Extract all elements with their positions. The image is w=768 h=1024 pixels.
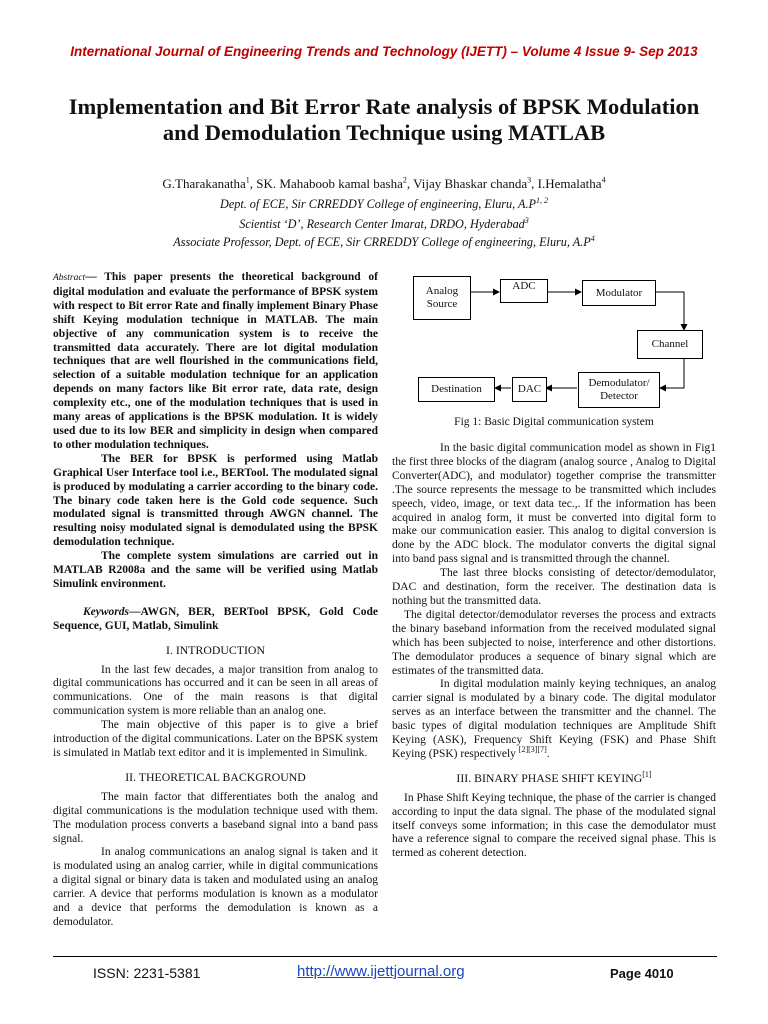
- author-sup: 1: [245, 175, 250, 185]
- block-label: ADC: [512, 280, 536, 292]
- affiliation-text: Scientist ‘D’, Research Center Imarat, DRDO, Hyderabad: [239, 217, 525, 231]
- affiliation-sup: 1, 2: [535, 195, 548, 205]
- body-text: .: [546, 747, 550, 760]
- dac-block: [512, 377, 547, 402]
- citation-ref: [1]: [642, 769, 652, 779]
- abstract-paragraph: The complete system simulations are carried out in MATLAB R2008a and the same will be verified using Matlab Simulink environment.: [53, 550, 378, 590]
- issn-number: ISSN: 2231-5381: [93, 965, 201, 981]
- author-name: , Vijay Bhaskar chanda: [406, 176, 528, 191]
- demodulator-block: [578, 372, 660, 408]
- block-label: Modulator: [595, 286, 643, 299]
- block-label: DAC: [517, 383, 542, 395]
- affiliation-sup: 4: [590, 233, 595, 243]
- journal-url-link[interactable]: http://www.ijettjournal.org: [297, 963, 465, 980]
- adc-block: [500, 279, 548, 303]
- block-label: Analog: [425, 285, 459, 297]
- abstract-paragraph: [53, 271, 378, 453]
- body-paragraph: The last three blocks consisting of detector/demodulator, DAC and destination, form the receiver. The destination data is nothing but the transmitted data.: [392, 567, 716, 607]
- abstract-label: Abstract: [53, 273, 86, 283]
- body-text: In digital modulation mainly keying techniques, an analog carrier signal is modulated by a binary code. The digital modulator serves as an interface between the transmitter and the channel. The basic types of digital modulation techniques are Amplitude Shift Keying (ASK), Frequency Shift Keying (FSK) and Phase Shift Keying (PSK) respectively: [392, 678, 716, 760]
- affiliation-text: Dept. of ECE, Sir CRREDDY College of engineering, Eluru, A.P: [220, 197, 536, 211]
- body-paragraph: In the basic digital communication model as shown in Fig1 the first three blocks of the diagram (analog source , Analog to Digital Converter(ADC), and modulator) together comprise the transmitter .The source represents the message to be transmitted which includes speech, video, image, or text data tec.,. If the information has been acquired in analog form, it must be converted into digital form to make our communication easier. This analog to digital conversion is done by the ADC block. The modulator converts the digital signal into band pass signal and is transmitted through the channel.: [392, 442, 716, 566]
- abstract-paragraph: The BER for BPSK is performed using Matlab Graphical User Interface tool i.e., BERTool. The modulated signal is produced by modulating a carrier according to the binary code. The binary code taken here is the Gold code sequence. Such modulated signal is transmitted through AWGN channel. The resulting noisy modulated signal is demodulated using the BPSK demodulation technique.: [53, 452, 378, 549]
- author-name: , SK. Mahaboob kamal basha: [249, 176, 403, 191]
- author-sup: 3: [527, 175, 532, 185]
- right-column: [392, 442, 716, 861]
- author-sup: 2: [402, 175, 407, 185]
- section-heading: II. THEORETICAL BACKGROUND: [125, 769, 306, 784]
- footer-rule: [53, 956, 717, 957]
- body-paragraph: The main objective of this paper is to give a brief introduction of the digital communications. Later on the BPSK system is simulated in Matlab text editor and it is implemented in Simulink.: [53, 719, 378, 759]
- block-label: Channel: [651, 338, 689, 350]
- heading-text: III. BINARY PHASE SHIFT KEYING: [456, 770, 643, 785]
- block-label: Source: [426, 298, 458, 310]
- keywords-text: —AWGN, BER, BERTool BPSK, Gold Code Sequence, GUI, Matlab, Simulink: [53, 605, 378, 632]
- affiliation-text: Associate Professor, Dept. of ECE, Sir CRREDDY College of engineering, Eluru, A.P: [173, 235, 591, 249]
- author-list: [40, 176, 728, 192]
- abstract-text: This paper presents the theoretical background of digital modulation and evaluate the performance of BPSK system with respect to Bit error Rate and finally implement Binary Phase shift Keying modulation technique in MATLAB. The main objective of any communication system is to receive the transmitted data accurately. There are lot digital modulation techniques that are well flourished in the communications field, selection of a suitable modulation technique for an application depends on many factors like Bit error rate, data rate, design complexity etc., one of the modulation techniques that is used in many areas of applications is the BPSK modulation. It is widely used due to its low BER and simplicity in design when compared to other modulation techniques.: [53, 271, 378, 451]
- author-name: G.Tharakanatha: [162, 176, 246, 191]
- author-name: , I.Hemalatha: [531, 176, 602, 191]
- modulator-block: [582, 280, 656, 306]
- block-diagram: [400, 266, 720, 416]
- abstract-dash: —: [85, 271, 105, 283]
- affiliation-3: [40, 235, 728, 250]
- body-paragraph: The digital detector/demodulator reverses the process and extracts the binary baseband information from the received modulated signal which has been subjected to noise, interference and other distortions. The demodulator produces a sequence of binary signal which are estimates of the transmitted data.: [392, 608, 716, 677]
- analog-source-block: [413, 276, 471, 320]
- body-paragraph: The main factor that differentiates both the analog and digital communications is the modulation technique used with them. The modulation process converts a baseband signal into a band pass signal.: [53, 790, 378, 845]
- figure-caption: Fig 1: Basic Digital communication system: [454, 416, 654, 428]
- body-paragraph: In Phase Shift Keying technique, the phase of the carrier is changed according to input the data signal. The phase of the modulated signal itself conveys some information; in this case the demodulator must have a reference signal to compare the received signal phase. This is termed as coherent detection.: [392, 791, 716, 860]
- citation-ref: [2][3][7]: [518, 745, 547, 755]
- body-paragraph: [392, 678, 716, 761]
- journal-header: International Journal of Engineering Trends and Technology (IJETT) – Volume 4 Issue 9- Sep 2013: [70, 44, 698, 59]
- destination-block: [418, 377, 495, 402]
- affiliation-2: [40, 217, 728, 232]
- affiliation-1: [40, 197, 728, 212]
- page-number: Page 4010: [610, 966, 674, 981]
- affiliation-sup: 3: [524, 215, 529, 225]
- left-column: [53, 271, 378, 930]
- block-label: Detector: [600, 390, 638, 402]
- block-label: Demodulator/: [588, 377, 650, 389]
- channel-block: [637, 330, 703, 359]
- keywords-label: Keywords: [83, 605, 129, 618]
- section-heading: [392, 769, 716, 786]
- author-sup: 4: [601, 175, 606, 185]
- keywords: [53, 606, 378, 634]
- body-paragraph: In analog communications an analog signal is taken and it is modulated using an analog carrier, while in digital communications a digital signal or binary data is taken and modulated using an analog carrier. A device that performs modulation is known as a modulator and a device that performs the demodulation is known as a demodulator.: [53, 846, 378, 928]
- block-label: Destination: [431, 383, 482, 395]
- paper-title: Implementation and Bit Error Rate analysis of BPSK Modulation and Demodulation Technique using MATLAB: [68, 94, 700, 145]
- section-heading: I. INTRODUCTION: [166, 642, 265, 657]
- body-paragraph: In the last few decades, a major transition from analog to digital communications has occurred and it can be seen in all areas of communications. One of the main reasons is that digital communication system is more reliable than an analog one.: [53, 663, 378, 718]
